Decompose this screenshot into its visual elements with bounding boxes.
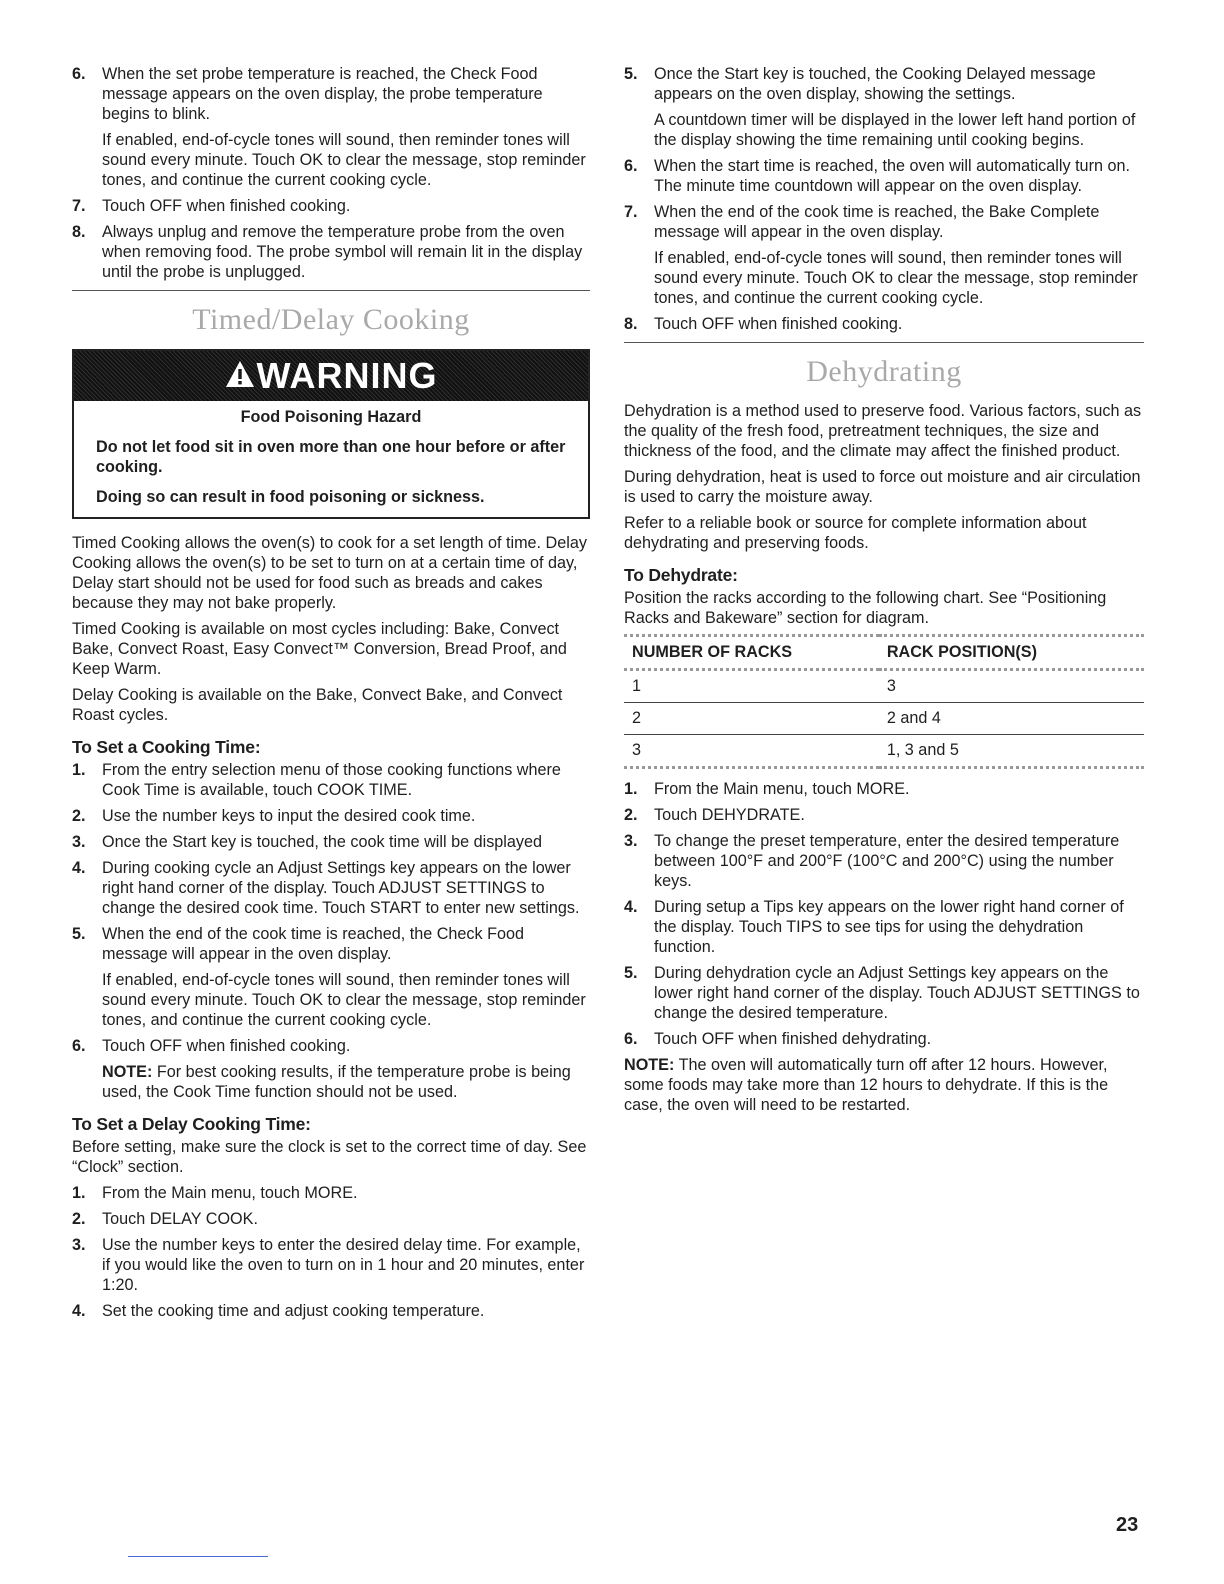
warning-title — [225, 355, 438, 397]
table-cell: 1 — [624, 670, 879, 703]
dehydrate-intro: Position the racks according to the following chart. See “Positioning Racks and Bakeware” section for diagram. — [624, 589, 1107, 627]
table-header: NUMBER OF RACKS — [632, 643, 793, 661]
list-item — [624, 805, 1144, 825]
table-row — [624, 670, 1144, 703]
list-item-text: Once the Start key is touched, the cook time will be displayed — [102, 833, 542, 851]
dehydrate-steps-list — [624, 779, 1144, 1049]
list-item-number: 1. — [624, 780, 638, 798]
list-item — [624, 831, 1144, 891]
table-row — [624, 703, 1144, 735]
list-item-text: Touch OFF when finished cooking. — [654, 315, 903, 333]
list-item — [72, 1209, 590, 1229]
warning-banner — [74, 351, 588, 401]
list-item-text: Touch DEHYDRATE. — [654, 806, 805, 824]
paragraph: Refer to a reliable book or source for complete information about dehydrating and preserving foods. — [624, 514, 1087, 552]
note-text: The oven will automatically turn off after 12 hours. However, some foods may take more than 12 hours to dehydrate. If this is the case, the oven will need to be restarted. — [624, 1056, 1109, 1114]
list-item-number: 3. — [72, 833, 86, 851]
list-item-text: Touch OFF when finished cooking. — [102, 1037, 351, 1055]
list-item-number: 1. — [72, 1184, 86, 1202]
list-item-number: 2. — [72, 1210, 86, 1228]
list-item-text: When the start time is reached, the oven will automatically turn on. The minute time countdown will appear on the oven display. — [654, 157, 1130, 195]
list-item-text: Touch OFF when finished dehydrating. — [654, 1030, 932, 1048]
list-item — [624, 64, 1144, 150]
probe-steps-list — [72, 64, 590, 282]
right-column — [624, 64, 1144, 1121]
table-cell: 2 — [624, 703, 879, 735]
warning-triangle-icon — [225, 355, 255, 397]
list-item-number: 8. — [72, 223, 86, 241]
list-item-text: Always unplug and remove the temperature probe from the oven when removing food. The probe symbol will remain lit in the display until the probe is unplugged. — [102, 223, 583, 281]
table-header-row — [624, 636, 1144, 670]
list-item-number: 6. — [624, 1030, 638, 1048]
list-item — [624, 202, 1144, 308]
list-item — [72, 1235, 590, 1295]
list-item — [624, 963, 1144, 1023]
table-header: RACK POSITION(S) — [886, 643, 1037, 661]
list-item — [72, 64, 590, 190]
list-item-text: When the end of the cook time is reached, the Check Food message will appear in the oven display. — [102, 925, 525, 963]
timed-intro — [72, 533, 590, 725]
note-label: NOTE: — [624, 1056, 675, 1074]
list-item-number: 5. — [624, 964, 638, 982]
list-item-text: If enabled, end-of-cycle tones will sound, then reminder tones will sound every minute. Touch OK to clear the message, stop reminder tones, and continue the current cooking cycle. — [102, 131, 586, 189]
warning-box — [72, 349, 590, 519]
list-item — [624, 779, 1144, 799]
list-item-number: 3. — [72, 1236, 86, 1254]
paragraph: Timed Cooking allows the oven(s) to cook for a set length of time. Delay Cooking allows the oven(s) to be set to turn on at a certain time of day, Delay start should not be used for food such as breads and cakes because they may not bake properly. — [72, 534, 587, 612]
list-item-text: From the entry selection menu of those cooking functions where Cook Time is available, touch COOK TIME. — [102, 761, 561, 799]
delay-steps-list — [72, 1183, 590, 1321]
list-item-text: During cooking cycle an Adjust Settings key appears on the lower right hand corner of the display. Touch ADJUST SETTINGS to change the desired cook time. Touch START to enter new settings. — [102, 859, 580, 917]
warning-line-1: Do not let food sit in oven more than one hour before or after cooking. — [96, 438, 566, 476]
list-item-text: Set the cooking time and adjust cooking temperature. — [102, 1302, 485, 1320]
table-row — [624, 735, 1144, 768]
warning-title-text: WARNING — [256, 355, 438, 396]
dehydrate-heading: To Dehydrate: — [624, 565, 738, 585]
list-item — [72, 222, 590, 282]
list-item-number: 2. — [624, 806, 638, 824]
list-item-number: 6. — [72, 1037, 86, 1055]
paragraph: Dehydration is a method used to preserve food. Various factors, such as the quality of the fresh food, pretreatment techniques, the size and thickness of the food, and the climate may affect the finished product. — [624, 402, 1142, 460]
section-divider — [72, 290, 590, 291]
list-item-text: From the Main menu, touch MORE. — [654, 780, 910, 798]
note-label: NOTE: — [102, 1063, 153, 1081]
paragraph: Delay Cooking is available on the Bake, Convect Bake, and Convect Roast cycles. — [72, 686, 563, 724]
list-item-text: Touch OFF when finished cooking. — [102, 197, 351, 215]
page-number: 23 — [1116, 1514, 1139, 1536]
timed-delay-section-title: Timed/Delay Cooking — [192, 303, 470, 336]
paragraph: Timed Cooking is available on most cycles including: Bake, Convect Bake, Convect Roast, Easy Convect™ Conversion, Bread Proof, and Keep Warm. — [72, 620, 567, 678]
list-item-number: 4. — [72, 859, 86, 877]
dehydrate-note — [624, 1055, 1144, 1115]
cooking-time-note — [72, 1062, 590, 1102]
list-item-text: If enabled, end-of-cycle tones will sound, then reminder tones will sound every minute. Touch OK to clear the message, stop reminder tones, and continue the current cooking cycle. — [102, 971, 586, 1029]
list-item — [72, 760, 590, 800]
list-item-number: 4. — [624, 898, 638, 916]
warning-body — [74, 401, 588, 517]
dehydrating-intro — [624, 401, 1144, 553]
list-item — [72, 858, 590, 918]
list-item-number: 4. — [72, 1302, 86, 1320]
list-item — [624, 1029, 1144, 1049]
list-item-number: 7. — [72, 197, 86, 215]
list-item-text: During dehydration cycle an Adjust Settings key appears on the lower right hand corner of the display. Touch ADJUST SETTINGS to change the desired temperature. — [654, 964, 1140, 1022]
list-item-text: Once the Start key is touched, the Cooking Delayed message appears on the oven display, showing the settings. — [654, 65, 1096, 103]
list-item — [624, 897, 1144, 957]
list-item-number: 7. — [624, 203, 638, 221]
table-cell: 2 and 4 — [879, 703, 1144, 735]
delay-heading: To Set a Delay Cooking Time: — [72, 1114, 311, 1134]
list-item — [624, 156, 1144, 196]
list-item-number: 1. — [72, 761, 86, 779]
list-item-text: Touch DELAY COOK. — [102, 1210, 258, 1228]
note-text: For best cooking results, if the temperature probe is being used, the Cook Time function should not be used. — [102, 1063, 571, 1101]
list-item-text: To change the preset temperature, enter the desired temperature between 100°F and 200°F (100°C and 200°C) using the number keys. — [654, 832, 1120, 890]
cooking-time-steps-list — [72, 760, 590, 1056]
paragraph: During dehydration, heat is used to force out moisture and air circulation is used to carry the moisture away. — [624, 468, 1141, 506]
list-item-text: Use the number keys to input the desired cook time. — [102, 807, 476, 825]
list-item — [72, 1036, 590, 1056]
list-item — [624, 314, 1144, 334]
left-column — [72, 64, 590, 1327]
list-item-number: 5. — [72, 925, 86, 943]
table-cell: 3 — [624, 735, 879, 768]
warning-line-2: Doing so can result in food poisoning or sickness. — [96, 488, 485, 506]
table-cell: 3 — [879, 670, 1144, 703]
list-item-number: 6. — [624, 157, 638, 175]
list-item-number: 3. — [624, 832, 638, 850]
list-item — [72, 832, 590, 852]
list-item-text: During setup a Tips key appears on the lower right hand corner of the display. Touch TIPS to see tips for using the dehydration function. — [654, 898, 1124, 956]
list-item-text: From the Main menu, touch MORE. — [102, 1184, 358, 1202]
list-item-number: 6. — [72, 65, 86, 83]
delay-intro: Before setting, make sure the clock is set to the correct time of day. See “Clock” section. — [72, 1138, 587, 1176]
rack-position-table — [624, 634, 1144, 769]
list-item-number: 5. — [624, 65, 638, 83]
table-cell: 1, 3 and 5 — [879, 735, 1144, 768]
list-item — [72, 924, 590, 1030]
list-item-text: If enabled, end-of-cycle tones will sound, then reminder tones will sound every minute. Touch OK to clear the message, stop reminder tones, and continue the current cooking cycle. — [654, 249, 1138, 307]
list-item — [72, 196, 590, 216]
footer-rule — [128, 1556, 268, 1557]
list-item — [72, 806, 590, 826]
cooking-time-heading: To Set a Cooking Time: — [72, 737, 261, 757]
dehydrating-section-title: Dehydrating — [806, 355, 962, 388]
list-item — [72, 1183, 590, 1203]
list-item-number: 2. — [72, 807, 86, 825]
section-divider — [624, 342, 1144, 343]
list-item-text: A countdown timer will be displayed in the lower left hand portion of the display showing the time remaining until cooking begins. — [654, 111, 1136, 149]
list-item-text: When the end of the cook time is reached, the Bake Complete message will appear in the oven display. — [654, 203, 1100, 241]
delay-steps-cont-list — [624, 64, 1144, 334]
list-item-number: 8. — [624, 315, 638, 333]
list-item-text: Use the number keys to enter the desired delay time. For example, if you would like the oven to turn on in 1 hour and 20 minutes, enter 1:20. — [102, 1236, 585, 1294]
warning-hazard: Food Poisoning Hazard — [240, 408, 422, 426]
list-item — [72, 1301, 590, 1321]
list-item-text: When the set probe temperature is reached, the Check Food message appears on the oven display, the probe temperature begins to blink. — [102, 65, 543, 123]
